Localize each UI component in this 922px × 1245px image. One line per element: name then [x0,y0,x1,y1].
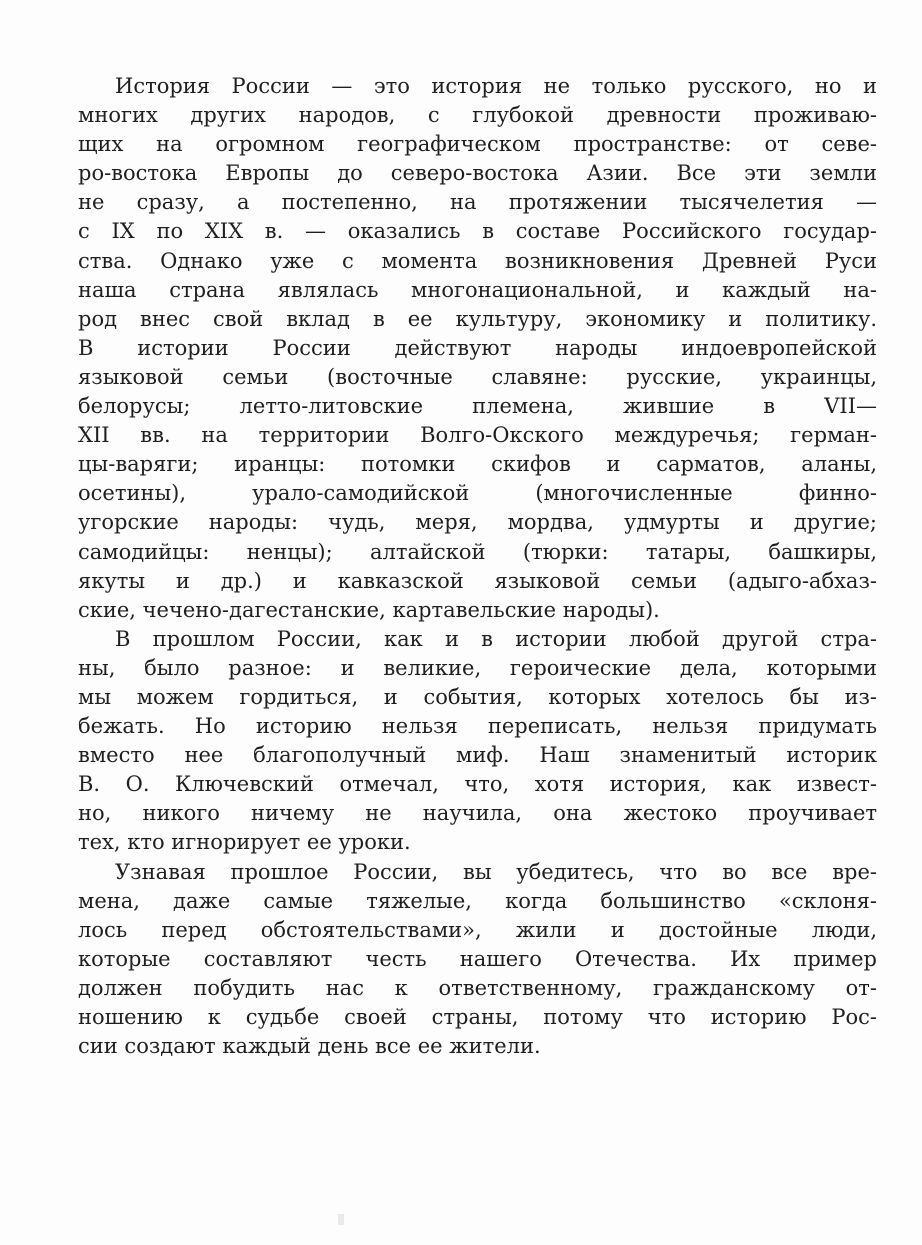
text-line: вместо нее благополучный миф. Наш знаменитый историк [78,743,877,768]
text-line: якуты и др.) и кавказской языковой семьи (адыго-абхаз- [78,568,877,593]
scan-artifact [338,1214,344,1225]
text-line: цы-варяги; иранцы: потомки скифов и сарматов, аланы, [78,452,877,477]
text-line: с IX по XIX в. — оказались в составе Российского государ- [78,219,877,244]
text-line: ны, было разное: и великие, героические дела, которыми [78,655,877,680]
text-line: но, никого ничему не научила, она жестоко проучивает [78,801,877,826]
text-line: мена, даже самые тяжелые, когда большинство «склоня- [78,888,877,913]
text-line: самодийцы: ненцы); алтайской (тюрки: татары, башкиры, [78,539,877,564]
text-line: мы можем гордиться, и события, которых хотелось бы из- [78,684,877,709]
text-line: осетины), урало-самодийской (многочисленные финно- [78,481,877,506]
paragraph-2 [78,625,877,858]
text-line: В прошлом России, как и в истории любой другой стра- [115,626,877,651]
text-line: угорские народы: чудь, меря, мордва, удмурты и другие; [78,510,877,535]
text-line: которые составляют честь нашего Отечества. Их пример [78,946,877,971]
text-line: бежать. Но историю нельзя переписать, нельзя придумать [78,714,877,739]
text-line: тех, кто игнорирует ее уроки. [78,830,411,855]
text-line: В истории России действуют народы индоевропейской [78,335,877,360]
text-line: должен побудить нас к ответственному, гражданскому от- [78,975,877,1000]
text-line: ношению к судьбе своей страны, потому что историю Рос- [78,1005,877,1029]
paragraph-1 [78,72,877,625]
text-line: сии создают каждый день все ее жители. [78,1034,541,1059]
text-line: щих на огромном географическом пространстве: от севе- [78,132,877,157]
text-line: История России — это история не только русского, но и [115,74,877,98]
text-line: ские, чечено-дагестанские, картавельские народы). [78,597,660,622]
text-line: XII вв. на территории Волго-Окского междуречья; герман- [78,423,877,448]
paragraph-3 [78,858,877,1062]
text-line: ро-востока Европы до северо-востока Азии. Все эти земли [78,161,877,186]
text-line: лось перед обстоятельствами», жили и достойные люди, [78,917,877,942]
text-line: многих других народов, с глубокой древности проживаю- [78,103,877,128]
text-line: Узнавая прошлое России, вы убедитесь, что во все вре- [115,859,877,884]
text-line: В. О. Ключевский отмечал, что, хотя история, как извест- [78,772,877,797]
body-text [78,72,877,1061]
text-line: не сразу, а постепенно, на протяжении тысячелетия — [78,190,877,215]
text-line: род внес свой вклад в ее культуру, экономику и политику. [78,306,877,331]
text-line: языковой семьи (восточные славяне: русские, украинцы, [78,364,877,389]
text-line: ства. Однако уже с момента возникновения Древней Руси [78,248,877,273]
text-line: наша страна являлась многонациональной, и каждый на- [78,277,877,302]
text-line: белорусы; летто-литовские племена, жившие в VII— [78,394,877,419]
